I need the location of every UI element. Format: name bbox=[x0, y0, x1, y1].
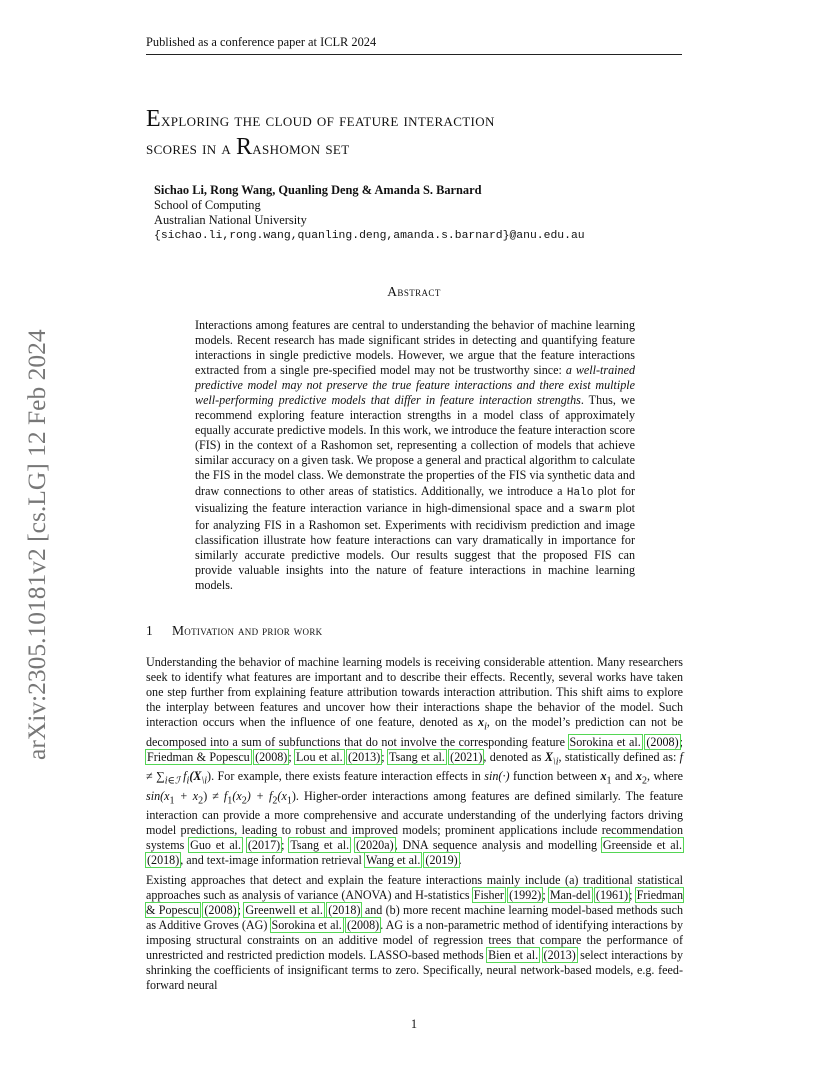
citation-link[interactable]: (2008) bbox=[346, 918, 380, 933]
paragraph-existing-approaches: Existing approaches that detect and explain the feature interactions mainly include (a) traditional statistical approaches such as analysis of variance (ANOVA) and H-statistics Fisher (1992); Man-del (1961); Friedman & Popescu (2008); Greenwell et al. (2018) and (b) more recent machine learning model-based methods such as Additive Groves (AG) Sorokina et al. (2008). AG is a non-parametric method of identifying interactions by imposing structural constraints on an additive model of regression trees that compare the performance of unrestricted and restricted prediction models. LASSO-based methods Bien et al. (2013) select interactions by shrinking the coefficients of insignificant terms to zero. Specifically, neural network-based models, e.g. feed-forward neural bbox=[146, 873, 684, 993]
affiliation-school: School of Computing bbox=[154, 198, 261, 213]
section-heading bbox=[146, 623, 322, 639]
citation-link[interactable]: Greenside et al. bbox=[602, 838, 683, 853]
citation-link[interactable]: Greenwell et al. bbox=[245, 903, 323, 918]
citation-link[interactable]: Friedman & Popescu bbox=[147, 749, 250, 764]
page-number: 1 bbox=[410, 1017, 418, 1031]
citation-link[interactable]: Man-del bbox=[549, 888, 591, 903]
paragraph-motivation: Understanding the behavior of machine learning models is receiving considerable attention. Many researchers seek to identify what features are important and to describe their effects. Recently, several works have taken one step further from explaining feature attribution towards interaction attribution. This shift aims to explore the interplay between features and uncover how their interactions shape the behavior of the model. Such interaction occurs when the influence of one feature, denoted as $x_i$, on the model’s prediction can not be decomposed into a sum of subfunctions that do not involve the corresponding feature Sorokina et al. (2008); Friedman & Popescu (2008); Lou et al. (2013); Tsang et al. (2021), denoted as $X_{\backslash i}$, statistically defined as: $f \ne \sum_{i\in ℐ}$ $f_i(X_{\backslash i})$. For example, there exists feature interaction effects in sin(·) function between $x_1$ and $x_2$, where $\sin(x_1 + x_2) \ne f_1(x_2) + f_2(x_1)$. Higher-order interactions among features are defined similarly. The feature interaction can provide a more comprehensive and accurate understanding of the underlying factors driving model predictions, leading to robust and improved models; prominent applications include recommendation systems Guo et al. (2017); Tsang et al. (2020a), DNA sequence analysis and modelling Greenside et al. (2018), and text-image information retrieval Wang et al. (2019). bbox=[146, 655, 684, 868]
arxiv-identifier: arXiv:2305.10181v2 [cs.LG] 12 Feb 2024 bbox=[22, 329, 51, 760]
citation-link[interactable]: (1992) bbox=[509, 888, 542, 903]
citation-link[interactable]: (2018) bbox=[147, 853, 180, 868]
citation-link[interactable]: Fisher bbox=[473, 888, 504, 903]
citation-link[interactable]: Guo et al. bbox=[190, 838, 242, 853]
citation-link[interactable]: Wang et al. bbox=[365, 853, 421, 868]
citation-link[interactable]: (2020a) bbox=[356, 838, 394, 853]
citation-link[interactable]: (2008) bbox=[646, 734, 679, 749]
citation-link[interactable]: (2019) bbox=[425, 853, 458, 868]
citation-link[interactable]: (2008) bbox=[204, 903, 237, 918]
author-block bbox=[154, 183, 585, 244]
citation-link[interactable]: Tsang et al. bbox=[388, 749, 445, 764]
author-names: Sichao Li, Rong Wang, Quanling Deng & Amanda S. Barnard bbox=[154, 183, 482, 197]
author-emails: {sichao.li,rong.wang,quanling.deng,amanda.s.barnard}@anu.edu.au bbox=[154, 229, 585, 242]
section-title: Motivation and prior work bbox=[172, 623, 323, 638]
citation-link[interactable]: (2013) bbox=[348, 749, 381, 764]
citation-link[interactable]: (2021) bbox=[450, 749, 483, 764]
citation-link[interactable]: Sorokina et al. bbox=[271, 918, 342, 933]
citation-link[interactable]: Friedman & Popescu bbox=[146, 888, 684, 918]
running-header: Published as a conference paper at ICLR 2024 bbox=[146, 35, 682, 55]
citation-link[interactable]: (1961) bbox=[595, 888, 629, 903]
abstract-heading: Abstract bbox=[387, 284, 441, 299]
citation-link[interactable]: (2008) bbox=[255, 749, 288, 764]
citation-link[interactable]: (2018) bbox=[328, 903, 361, 918]
citation-link[interactable]: (2013) bbox=[543, 948, 576, 963]
citation-link[interactable]: Bien et al. bbox=[488, 948, 539, 963]
abstract-text: Interactions among features are central to understanding the behavior of machine learning models. Recent research has made significant strides in detecting and quantifying feature interactions in single predictive models. However, we argue that the feature interactions extracted from a single pre-specified model may not be trustworthy since: a well-trained predictive model may not preserve the true feature interactions and there exist multiple well-performing predictive models that differ in feature interaction strengths. Thus, we recommend exploring feature interaction strengths in a model class of approximately equally accurate predictive models. In this work, we introduce the feature interaction score (FIS) in the context of a Rashomon set, representing a collection of models that achieve similar accuracy on a given task. We propose a general and practical algorithm to calculate the FIS in the model class. We demonstrate the properties of the FIS via synthetic data and draw connections to other areas of statistics. Additionally, we introduce a Halo plot for visualizing the feature interaction variance in high-dimensional space and a swarm plot for analyzing FIS in a Rashomon set. Experiments with recidivism prediction and image classification illustrate how feature interactions can vary dramatically in importance for similarly accurate predictive models. Our results suggest that the proposed FIS can provide valuable insights into the nature of feature interactions in machine learning models. bbox=[195, 318, 636, 592]
paper-title: Exploring the cloud of feature interaction scores in a Rashomon set bbox=[146, 106, 495, 160]
citation-link[interactable]: (2017) bbox=[247, 838, 281, 853]
citation-link[interactable]: Lou et al. bbox=[296, 749, 343, 764]
affiliation-university: Australian National University bbox=[154, 213, 307, 228]
section-number: 1 bbox=[146, 623, 154, 638]
citation-link[interactable]: Tsang et al. bbox=[290, 838, 350, 853]
citation-link[interactable]: Sorokina et al. bbox=[569, 734, 641, 749]
